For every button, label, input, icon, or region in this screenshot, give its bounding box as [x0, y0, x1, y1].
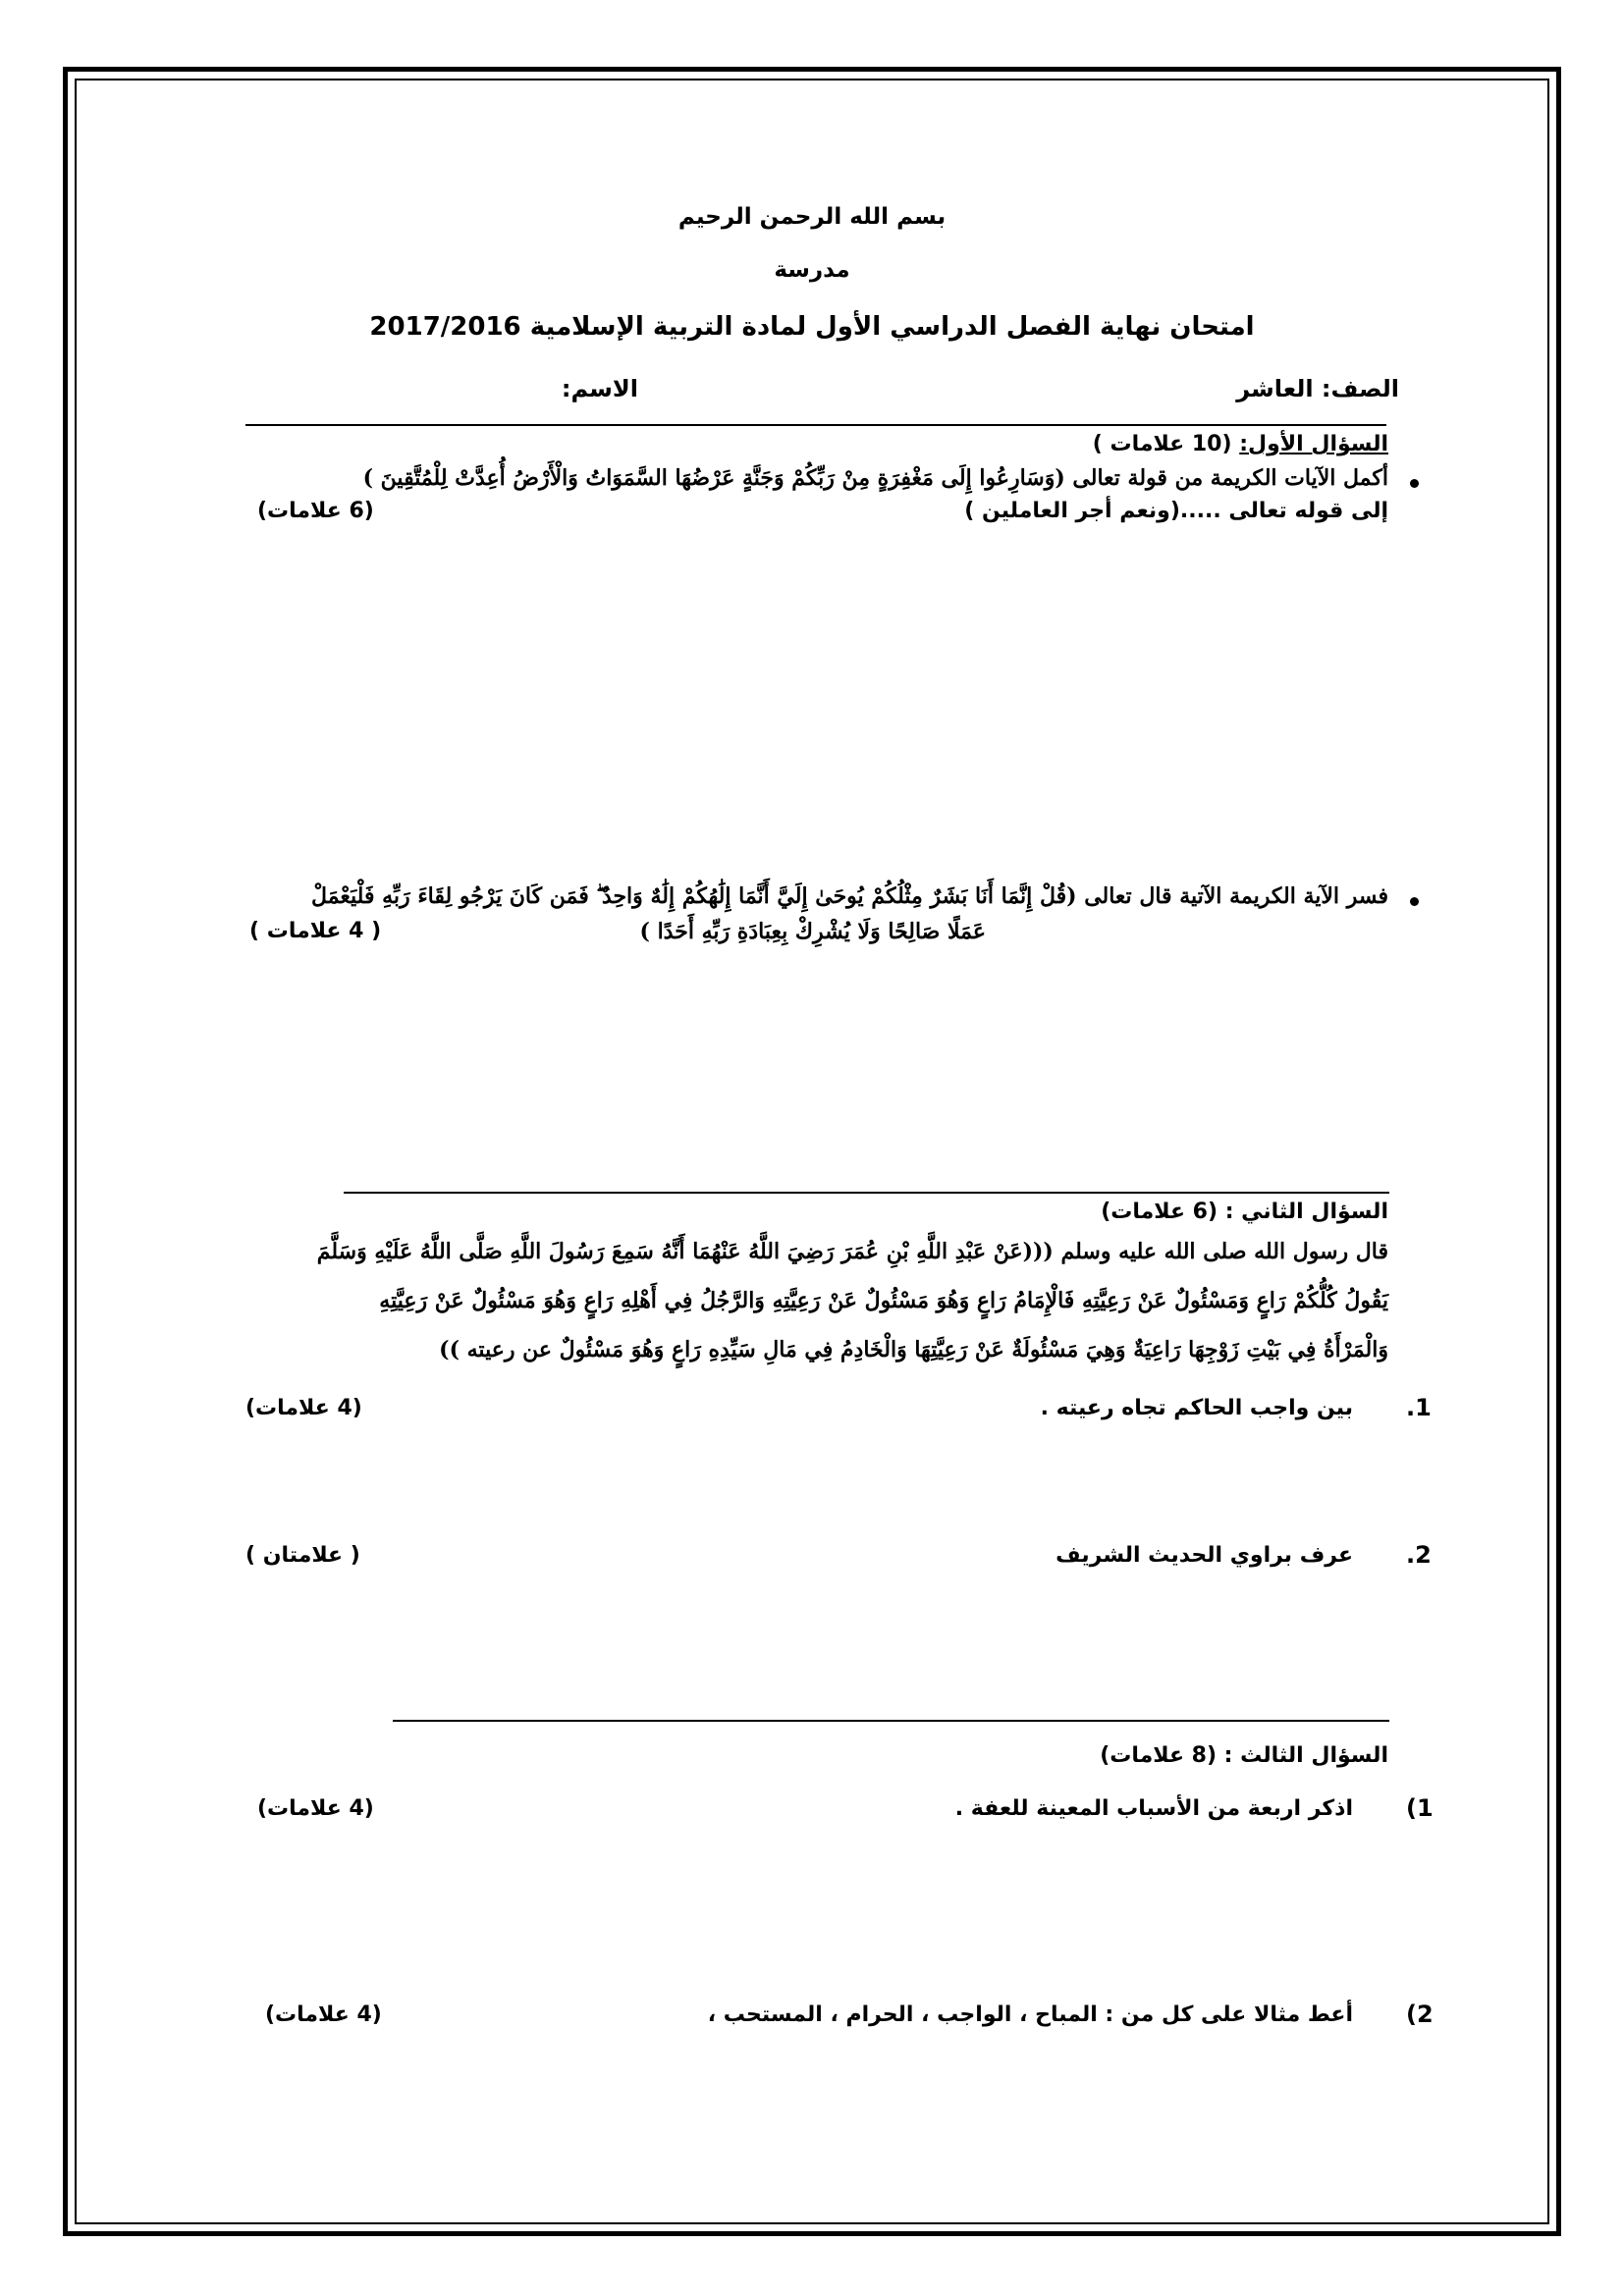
q2-item1-text: بين واجب الحاكم تجاه رعيته . [1040, 1396, 1353, 1420]
header-divider [245, 424, 1386, 426]
q1-title [1093, 432, 1388, 456]
q1-item2-line1: فسر الآية الكريمة الآتية قال تعالى (قُلْ إِنَّمَا أَنَا بَشَرٌ مِثْلُكُمْ يُوحَىٰ إِلَيَّ أَنَّمَا إِلَٰهُكُمْ إِلَٰهٌ وَاحِدٌ ۖ فَمَن كَانَ يَرْجُو لِقَاءَ رَبِّهِ فَلْيَعْمَلْ [311, 883, 1388, 909]
q3-item1-number: (1 [1406, 1794, 1434, 1822]
grade-label: الصف: العاشر [1236, 375, 1399, 402]
q1-item2-line2: عَمَلًا صَالِحًا وَلَا يُشْرِكْ بِعِبَادَةِ رَبِّهِ أَحَدًا ) [639, 919, 986, 944]
bullet-icon [1410, 479, 1419, 488]
q2-hadith-line3: وَالْمَرْأَةُ فِي بَيْتِ زَوْجِهَا رَاعِيَةٌ وَهِيَ مَسْئُولَةٌ عَنْ رَعِيَّتِهَا وَالْخَادِمُ فِي مَالِ سَيِّدِهِ رَاعٍ وَهُوَ مَسْئُولٌ عن رعيته )) [439, 1337, 1388, 1362]
q2-hadith-line1: قال رسول الله صلى الله عليه وسلم (((عَنْ عَبْدِ اللَّهِ بْنِ عُمَرَ رَضِيَ اللَّهُ عَنْهُمَا أَنَّهُ سَمِعَ رَسُولَ اللَّهِ صَلَّى اللَّهُ عَلَيْهِ وَسَلَّمَ [316, 1239, 1388, 1264]
q2-item1-marks: (4 علامات) [245, 1396, 362, 1420]
q3-item2-marks: (4 علامات) [265, 2002, 382, 2027]
bullet-icon [1410, 897, 1419, 906]
basmala: بسم الله الرحمن الرحيم [677, 204, 947, 230]
student-name-label: الاسم: [561, 375, 638, 402]
q3-item2-text: أعط مثالا على كل من : المباح ، الواجب ، الحرام ، المستحب ، [707, 2002, 1353, 2027]
q2-item1-number: .1 [1406, 1394, 1432, 1421]
q1-item2-marks: ( 4 علامات ) [249, 919, 382, 943]
q2-hadith-line2: يَقُولُ كُلُّكُمْ رَاعٍ وَمَسْئُولٌ عَنْ رَعِيَّتِهِ فَالْإِمَامُ رَاعٍ وَهُوَ مَسْئُولٌ عَنْ رَعِيَّتِهِ وَالرَّجُلُ فِي أَهْلِهِ رَاعٍ وَهُوَ مَسْئُولٌ عَنْ رَعِيَّتِهِ [379, 1288, 1388, 1313]
q1-divider [344, 1192, 1389, 1194]
q1-title-marks: (10 علامات ) [1092, 432, 1232, 456]
exam-title: امتحان نهاية الفصل الدراسي الأول لمادة التربية الإسلامية 2017/2016 [369, 312, 1255, 342]
q1-title-label: السؤال الأول: [1239, 432, 1388, 456]
q2-item2-number: .2 [1406, 1541, 1432, 1569]
q1-item1-line1: أكمل الآيات الكريمة من قولة تعالى (وَسَارِعُوا إِلَى مَغْفِرَةٍ مِنْ رَبِّكُمْ وَجَنَّةٍ عَرْضُهَا السَّمَوَاتُ وَالْأَرْضُ أُعِدَّتْ لِلْمُتَّقِينَ ) [362, 465, 1388, 491]
school-name: مدرسة [774, 257, 850, 283]
q2-item2-text: عرف براوي الحديث الشريف [1056, 1543, 1353, 1568]
q2-divider [393, 1720, 1389, 1722]
q3-title: السؤال الثالث : (8 علامات) [1100, 1743, 1388, 1768]
q3-item1-marks: (4 علامات) [257, 1796, 374, 1821]
q2-title: السؤال الثاني : (6 علامات) [1101, 1200, 1388, 1224]
q3-item2-number: (2 [1406, 2001, 1434, 2028]
q1-item1-line2: إلى قوله تعالى .....(ونعم أجر العاملين ) [964, 499, 1388, 523]
q2-item2-marks: ( علامتان ) [245, 1543, 360, 1568]
q1-item1-marks: (6 علامات) [257, 499, 374, 523]
q3-item1-text: اذكر اربعة من الأسباب المعينة للعفة . [954, 1796, 1353, 1821]
